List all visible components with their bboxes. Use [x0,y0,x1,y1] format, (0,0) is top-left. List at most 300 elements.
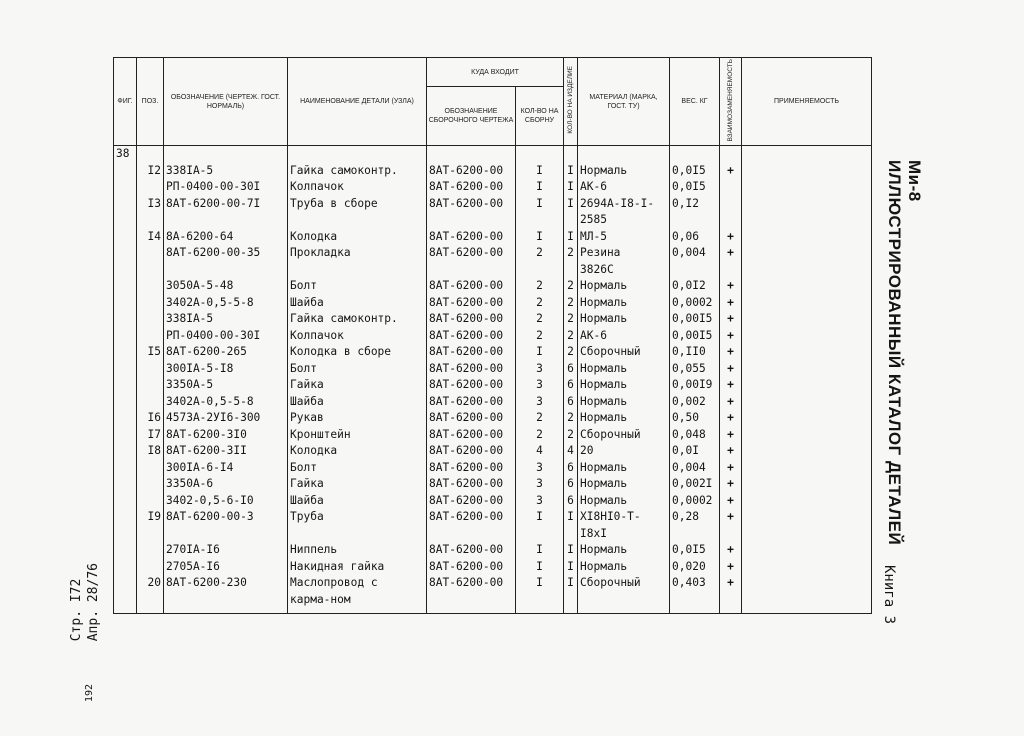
cell-applicability [742,509,872,526]
table-row [114,410,872,427]
cell-interchangeable: + [720,509,742,526]
cell-part-name: Шайба [288,493,427,510]
cell-applicability [742,295,872,312]
cell-material: Резина [578,245,670,262]
cell-qty-product: 6 [564,394,578,411]
cell-designation: 8АТ-6200-00-3 [164,509,288,526]
cell-material: Сборочный [578,344,670,361]
cell-poz: I4 [137,229,164,246]
cell-qty-assembly: 2 [516,295,564,312]
cell-applicability [742,493,872,510]
cell-fig [114,410,137,427]
cell-fig [114,229,137,246]
table-header [114,58,872,146]
page-meta [68,563,102,641]
cell-qty-product: I [564,179,578,196]
cell-qty-assembly: 2 [516,278,564,295]
cell-assembly-drawing: 8АТ-6200-00 [427,542,516,559]
cell-part-name: Болт [288,361,427,378]
cell-applicability [742,278,872,295]
cell-interchangeable: + [720,410,742,427]
cell-designation: 338IA-5 [164,163,288,180]
table-row [114,526,872,543]
cell-poz: I7 [137,427,164,444]
table-row [114,460,872,477]
cell-weight: 0,002 [670,394,720,411]
cell-designation: 3350А-5 [164,377,288,394]
cell-part-name: Труба [288,509,427,526]
cell-weight: 0,II0 [670,344,720,361]
cell-poz [137,476,164,493]
cell-material [578,146,670,163]
header-assembly-drawing: ОБОЗНАЧЕНИЕ СБОРОЧНОГО ЧЕРТЕЖА [427,87,516,146]
cell-weight: 0,020 [670,559,720,576]
cell-weight: 0,I2 [670,196,720,213]
cell-applicability [742,410,872,427]
cell-interchangeable [720,262,742,279]
cell-designation: 8А-6200-64 [164,229,288,246]
cell-assembly-drawing: 8АТ-6200-00 [427,443,516,460]
cell-interchangeable: + [720,361,742,378]
cell-interchangeable: + [720,278,742,295]
header-where-used: КУДА ВХОДИТ [427,58,564,87]
cell-assembly-drawing: 8АТ-6200-00 [427,163,516,180]
cell-poz [137,493,164,510]
cell-qty-assembly: 2 [516,410,564,427]
cell-weight: 0,403 [670,575,720,614]
cell-poz [137,460,164,477]
cell-poz [137,278,164,295]
cell-qty-assembly: I [516,559,564,576]
cell-fig [114,476,137,493]
cell-part-name: Гайка [288,377,427,394]
cell-assembly-drawing: 8АТ-6200-00 [427,559,516,576]
cell-weight: 0,055 [670,361,720,378]
cell-weight: 0,06 [670,229,720,246]
cell-applicability [742,179,872,196]
cell-part-name: Колодка [288,443,427,460]
cell-fig [114,212,137,229]
cell-qty-assembly [516,146,564,163]
cell-qty-assembly: I [516,344,564,361]
cell-interchangeable [720,196,742,213]
cell-applicability [742,443,872,460]
cell-interchangeable: + [720,559,742,576]
cell-part-name: Колпачок [288,179,427,196]
cell-weight [670,526,720,543]
cell-weight [670,212,720,229]
cell-poz [137,295,164,312]
table-row [114,344,872,361]
cell-qty-product: I [564,229,578,246]
cell-material: 20 [578,443,670,460]
cell-applicability [742,196,872,213]
cell-interchangeable: + [720,542,742,559]
cell-qty-product: 2 [564,245,578,262]
cell-fig [114,278,137,295]
cell-designation: 3402А-0,5-5-8 [164,394,288,411]
header-applicability: ПРИМЕНЯЕМОСТЬ [742,58,872,146]
cell-interchangeable: + [720,295,742,312]
cell-qty-assembly [516,212,564,229]
cell-poz: I8 [137,443,164,460]
cell-weight: 0,002I [670,476,720,493]
header-part-name: НАИМЕНОВАНИЕ ДЕТАЛИ (УЗЛА) [288,58,427,146]
cell-qty-assembly: 3 [516,377,564,394]
cell-poz [137,146,164,163]
cell-part-name: Болт [288,460,427,477]
parts-table [113,57,872,614]
cell-applicability [742,526,872,543]
cell-qty-assembly: I [516,575,564,614]
cell-interchangeable: + [720,493,742,510]
cell-weight: 0,00I5 [670,311,720,328]
cell-material: Нормаль [578,410,670,427]
cell-material: Нормаль [578,394,670,411]
cell-interchangeable: + [720,427,742,444]
cell-interchangeable: + [720,245,742,262]
cell-applicability [742,212,872,229]
cell-fig [114,245,137,262]
cell-part-name: Шайба [288,295,427,312]
cell-qty-assembly: 2 [516,328,564,345]
table-row [114,295,872,312]
cell-qty-product [564,526,578,543]
cell-designation: 8АТ-6200-265 [164,344,288,361]
cell-qty-product: 6 [564,377,578,394]
cell-part-name [288,146,427,163]
cell-fig [114,311,137,328]
cell-assembly-drawing [427,146,516,163]
cell-assembly-drawing: 8АТ-6200-00 [427,410,516,427]
cell-designation: 4573А-2УI6-300 [164,410,288,427]
cell-weight: 0,0I2 [670,278,720,295]
cell-assembly-drawing: 8АТ-6200-00 [427,509,516,526]
cell-qty-assembly: 2 [516,311,564,328]
cell-qty-product [564,212,578,229]
cell-part-name: Колпачок [288,328,427,345]
cell-designation: 8АТ-6200-230 [164,575,288,614]
cell-interchangeable: + [720,476,742,493]
cell-assembly-drawing: 8АТ-6200-00 [427,361,516,378]
cell-designation: 3350А-6 [164,476,288,493]
cell-part-name: Ниппель [288,542,427,559]
header-material: МАТЕРИАЛ (МАРКА, ГОСТ. ТУ) [578,58,670,146]
cell-designation: 8АТ-6200-3I0 [164,427,288,444]
cell-poz: I5 [137,344,164,361]
cell-part-name: Болт [288,278,427,295]
cell-applicability [742,262,872,279]
cell-designation: 8АТ-6200-00-35 [164,245,288,262]
cell-material: Нормаль [578,295,670,312]
cell-fig [114,394,137,411]
table-row [114,311,872,328]
cell-designation: 3402-0,5-6-I0 [164,493,288,510]
cell-part-name [288,262,427,279]
cell-qty-product [564,262,578,279]
aircraft-model: Ми-8 [905,160,924,202]
cell-assembly-drawing: 8АТ-6200-00 [427,328,516,345]
cell-fig [114,559,137,576]
table-row [114,229,872,246]
cell-designation: 300IA-5-I8 [164,361,288,378]
cell-fig [114,295,137,312]
table-row [114,163,872,180]
cell-designation: РП-0400-00-30I [164,179,288,196]
cell-fig [114,443,137,460]
table-row [114,179,872,196]
cell-poz [137,179,164,196]
cell-assembly-drawing: 8АТ-6200-00 [427,394,516,411]
cell-qty-assembly: 2 [516,245,564,262]
table-row [114,361,872,378]
cell-fig [114,509,137,526]
cell-interchangeable: + [720,575,742,614]
cell-weight: 0,048 [670,427,720,444]
cell-interchangeable: + [720,311,742,328]
cell-qty-product: 2 [564,410,578,427]
cell-material: Нормаль [578,377,670,394]
cell-applicability [742,229,872,246]
cell-fig [114,493,137,510]
cell-fig: 38 [114,146,137,163]
cell-fig [114,526,137,543]
cell-qty-product: 2 [564,295,578,312]
cell-poz: 20 [137,575,164,614]
cell-interchangeable: + [720,443,742,460]
cell-material: Нормаль [578,361,670,378]
cell-assembly-drawing [427,526,516,543]
cell-weight: 0,0I5 [670,179,720,196]
cell-material: Нормаль [578,493,670,510]
book-number: Книга 3 [881,565,897,625]
cell-applicability [742,377,872,394]
cell-weight: 0,0I5 [670,163,720,180]
cell-material: Нормаль [578,476,670,493]
cell-qty-product: I [564,163,578,180]
cell-qty-product: I [564,509,578,526]
cell-weight: 0,28 [670,509,720,526]
cell-designation [164,526,288,543]
cell-designation: 270IA-I6 [164,542,288,559]
cell-material: МЛ-5 [578,229,670,246]
cell-assembly-drawing: 8АТ-6200-00 [427,476,516,493]
cell-qty-product: 2 [564,278,578,295]
cell-part-name: Гайка [288,476,427,493]
cell-qty-assembly: 3 [516,493,564,510]
table-row [114,212,872,229]
table-body [114,146,872,614]
cell-assembly-drawing [427,262,516,279]
cell-part-name: Кронштейн [288,427,427,444]
cell-assembly-drawing: 8АТ-6200-00 [427,229,516,246]
cell-assembly-drawing: 8АТ-6200-00 [427,460,516,477]
cell-weight: 0,0002 [670,493,720,510]
cell-designation: 8АТ-6200-3II [164,443,288,460]
cell-qty-assembly [516,262,564,279]
cell-material: Нормаль [578,278,670,295]
cell-material: Сборочный [578,575,670,614]
cell-qty-product: 6 [564,476,578,493]
cell-fig [114,179,137,196]
table-row [114,377,872,394]
sheet-number: 192 [84,684,95,703]
header-interchangeability: ВЗАИМОЗАМЕНЯЕМОСТЬ [720,58,742,146]
cell-assembly-drawing: 8АТ-6200-00 [427,245,516,262]
table-row [114,245,872,262]
cell-qty-product: 6 [564,460,578,477]
header-designation: ОБОЗНАЧЕНИЕ (ЧЕРТЕЖ. ГОСТ. НОРМАЛЬ) [164,58,288,146]
cell-interchangeable: + [720,460,742,477]
cell-qty-assembly: 3 [516,394,564,411]
cell-qty-assembly [516,526,564,543]
cell-fig [114,460,137,477]
cell-applicability [742,163,872,180]
cell-assembly-drawing: 8АТ-6200-00 [427,196,516,213]
cell-qty-assembly: 3 [516,361,564,378]
cell-qty-product: 2 [564,311,578,328]
cell-qty-assembly: I [516,509,564,526]
cell-fig [114,328,137,345]
cell-assembly-drawing: 8АТ-6200-00 [427,493,516,510]
cell-qty-product: 2 [564,344,578,361]
cell-poz [137,212,164,229]
cell-designation: РП-0400-00-30I [164,328,288,345]
cell-designation: 2705А-I6 [164,559,288,576]
table-row [114,427,872,444]
cell-applicability [742,245,872,262]
cell-part-name [288,526,427,543]
cell-qty-assembly: 3 [516,460,564,477]
cell-designation [164,212,288,229]
cell-interchangeable: + [720,163,742,180]
cell-weight: 0,0002 [670,295,720,312]
cell-assembly-drawing: 8АТ-6200-00 [427,575,516,614]
cell-assembly-drawing: 8АТ-6200-00 [427,278,516,295]
cell-interchangeable: + [720,377,742,394]
cell-part-name: Гайка самоконтр. [288,311,427,328]
cell-poz: I9 [137,509,164,526]
cell-applicability [742,344,872,361]
cell-poz [137,328,164,345]
revision-date: Апр. 28/76 [86,563,101,642]
cell-assembly-drawing: 8АТ-6200-00 [427,344,516,361]
cell-weight: 0,00I5 [670,328,720,345]
cell-qty-assembly: 3 [516,476,564,493]
cell-poz [137,311,164,328]
cell-material: Нормаль [578,559,670,576]
cell-part-name: Шайба [288,394,427,411]
table-row [114,262,872,279]
cell-designation [164,262,288,279]
table-row [114,559,872,576]
catalog-title: ИЛЛЮСТРИРОВАННЫЙ КАТАЛОГ ДЕТАЛЕЙ [885,160,904,546]
cell-designation: 8АТ-6200-00-7I [164,196,288,213]
cell-interchangeable [720,526,742,543]
cell-weight: 0,00I9 [670,377,720,394]
cell-interchangeable [720,212,742,229]
cell-applicability [742,460,872,477]
cell-weight: 0,004 [670,460,720,477]
cell-fig [114,344,137,361]
cell-applicability [742,311,872,328]
cell-interchangeable [720,179,742,196]
cell-material: Нормаль [578,311,670,328]
header-fig: ФИГ. [114,58,137,146]
cell-part-name: Колодка [288,229,427,246]
cell-qty-product: I [564,575,578,614]
cell-qty-product: 4 [564,443,578,460]
cell-applicability [742,146,872,163]
page-label: Стр. I72 [69,578,84,642]
cell-poz: I3 [137,196,164,213]
table-row [114,493,872,510]
cell-part-name: Прокладка [288,245,427,262]
cell-material: XI8НI0-Т- [578,509,670,526]
cell-assembly-drawing [427,212,516,229]
cell-qty-assembly: 2 [516,427,564,444]
header-qty-per-assembly: КОЛ-ВО НА СБОРНУ [516,87,564,146]
table-row [114,278,872,295]
cell-interchangeable: + [720,344,742,361]
cell-poz [137,245,164,262]
cell-material: I8хI [578,526,670,543]
cell-poz [137,526,164,543]
cell-applicability [742,427,872,444]
cell-applicability [742,394,872,411]
table-row [114,509,872,526]
cell-applicability [742,575,872,614]
cell-fig [114,377,137,394]
cell-qty-assembly: I [516,163,564,180]
cell-fig [114,427,137,444]
cell-poz [137,542,164,559]
cell-qty-assembly: I [516,229,564,246]
cell-qty-assembly: I [516,179,564,196]
cell-interchangeable [720,146,742,163]
cell-qty-product: I [564,196,578,213]
cell-part-name: Гайка самоконтр. [288,163,427,180]
cell-material: 2585 [578,212,670,229]
cell-applicability [742,559,872,576]
cell-poz [137,394,164,411]
cell-fig [114,361,137,378]
cell-fig [114,163,137,180]
cell-material: Нормаль [578,460,670,477]
table-row [114,146,872,163]
cell-material: 3826С [578,262,670,279]
cell-qty-product [564,146,578,163]
cell-poz: I6 [137,410,164,427]
cell-qty-product: I [564,559,578,576]
cell-qty-assembly: I [516,196,564,213]
cell-qty-product: 6 [564,361,578,378]
table-row [114,476,872,493]
cell-material: Нормаль [578,163,670,180]
cell-poz [137,559,164,576]
cell-applicability [742,361,872,378]
cell-part-name: Рукав [288,410,427,427]
cell-qty-assembly: I [516,542,564,559]
cell-designation: 300IA-6-I4 [164,460,288,477]
cell-part-name: Труба в сборе [288,196,427,213]
cell-fig [114,262,137,279]
cell-assembly-drawing: 8АТ-6200-00 [427,295,516,312]
table-row [114,328,872,345]
cell-poz [137,262,164,279]
cell-qty-product: 2 [564,427,578,444]
cell-poz: I2 [137,163,164,180]
